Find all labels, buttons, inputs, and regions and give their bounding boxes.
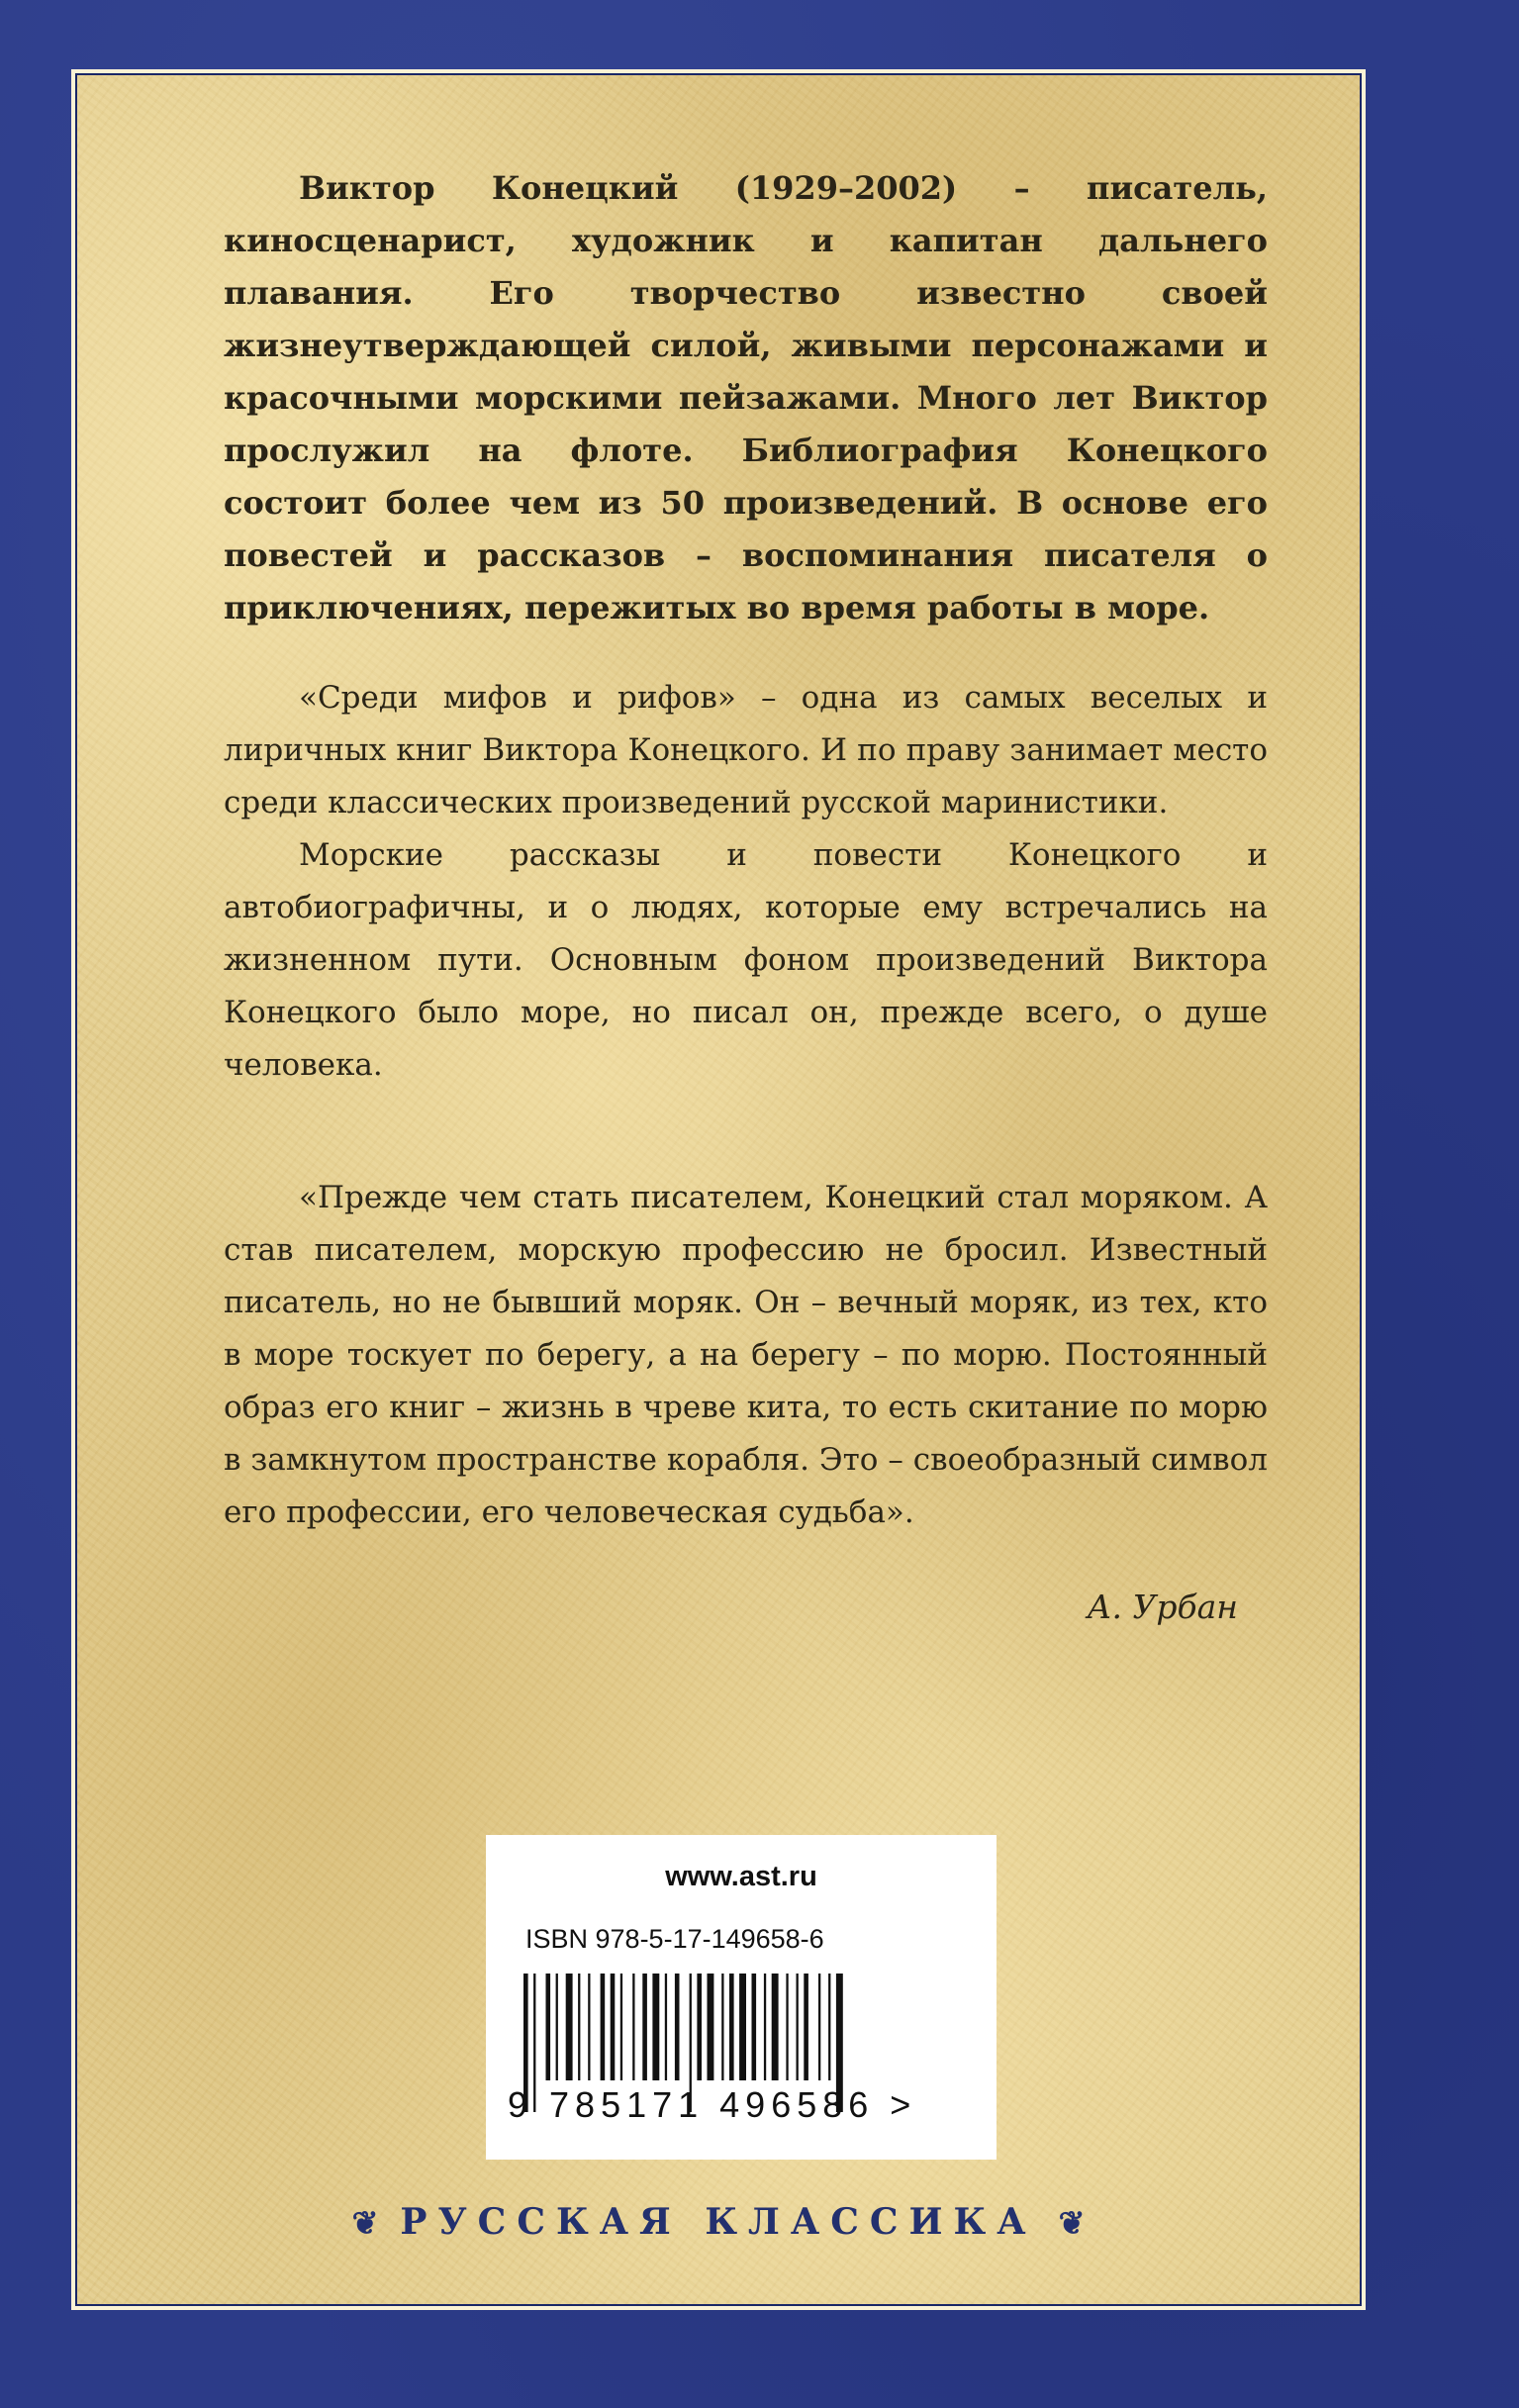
description-paragraph-2: Морские рассказы и повести Конецкого и автобиографичны, и о людях, которые ему встречались на жизненном пути. Основным фоном произведений Виктора Конецкого было море, но писал он, прежде всего, о душе человека.	[224, 837, 1268, 1083]
series-title: РУССКАЯ КЛАССИКА	[400, 2201, 1037, 2243]
quote-text: «Прежде чем стать писателем, Конецкий стал моряком. А став писателем, морскую профессию не бросил. Известный писатель, но не бывший моряк. Он – вечный моряк, из тех, кто в море тоскует по берегу, а на берегу – по морю. Постоянный образ его книг – жизнь в чреве кита, то есть скитание по морю в замкнутом пространстве корабля. Это – своеобразный символ его профессии, его человеческая судьба».	[224, 1180, 1268, 1530]
ean-digits: 9 785171 496586 >	[508, 2084, 917, 2125]
author-bio: Виктор Конецкий (1929–2002) – писатель, киносценарист, художник и капитан дальнего плавания. Его творчество известно своей жизнеутверждающей силой, живыми персонажами и красочными морскими пейзажами. Много лет Виктор прослужил на флоте. Библиография Конецкого состоит более чем из 50 произведений. В основе его повестей и рассказов – воспоминания писателя о приключениях, пережитых во время работы в море.	[224, 169, 1268, 626]
ornament-right-icon: ❦	[1058, 2204, 1086, 2242]
book-description	[224, 672, 1268, 1092]
barcode-sticker	[486, 1835, 997, 2160]
series-title-row	[75, 2201, 1362, 2243]
parchment-panel	[71, 69, 1366, 2310]
description-paragraph-1: «Среди мифов и рифов» – одна из самых веселых и лиричных книг Виктора Конецкого. И по праву занимает место среди классических произведений русской маринистики.	[224, 680, 1268, 820]
critic-quote	[224, 1172, 1268, 1539]
quote-author: А. Урбан	[1087, 1588, 1238, 1626]
publisher-site: www.ast.ru	[665, 1861, 817, 1892]
ornament-left-icon: ❦	[351, 2204, 379, 2242]
isbn-label: ISBN 978-5-17-149658-6	[525, 1924, 824, 1954]
